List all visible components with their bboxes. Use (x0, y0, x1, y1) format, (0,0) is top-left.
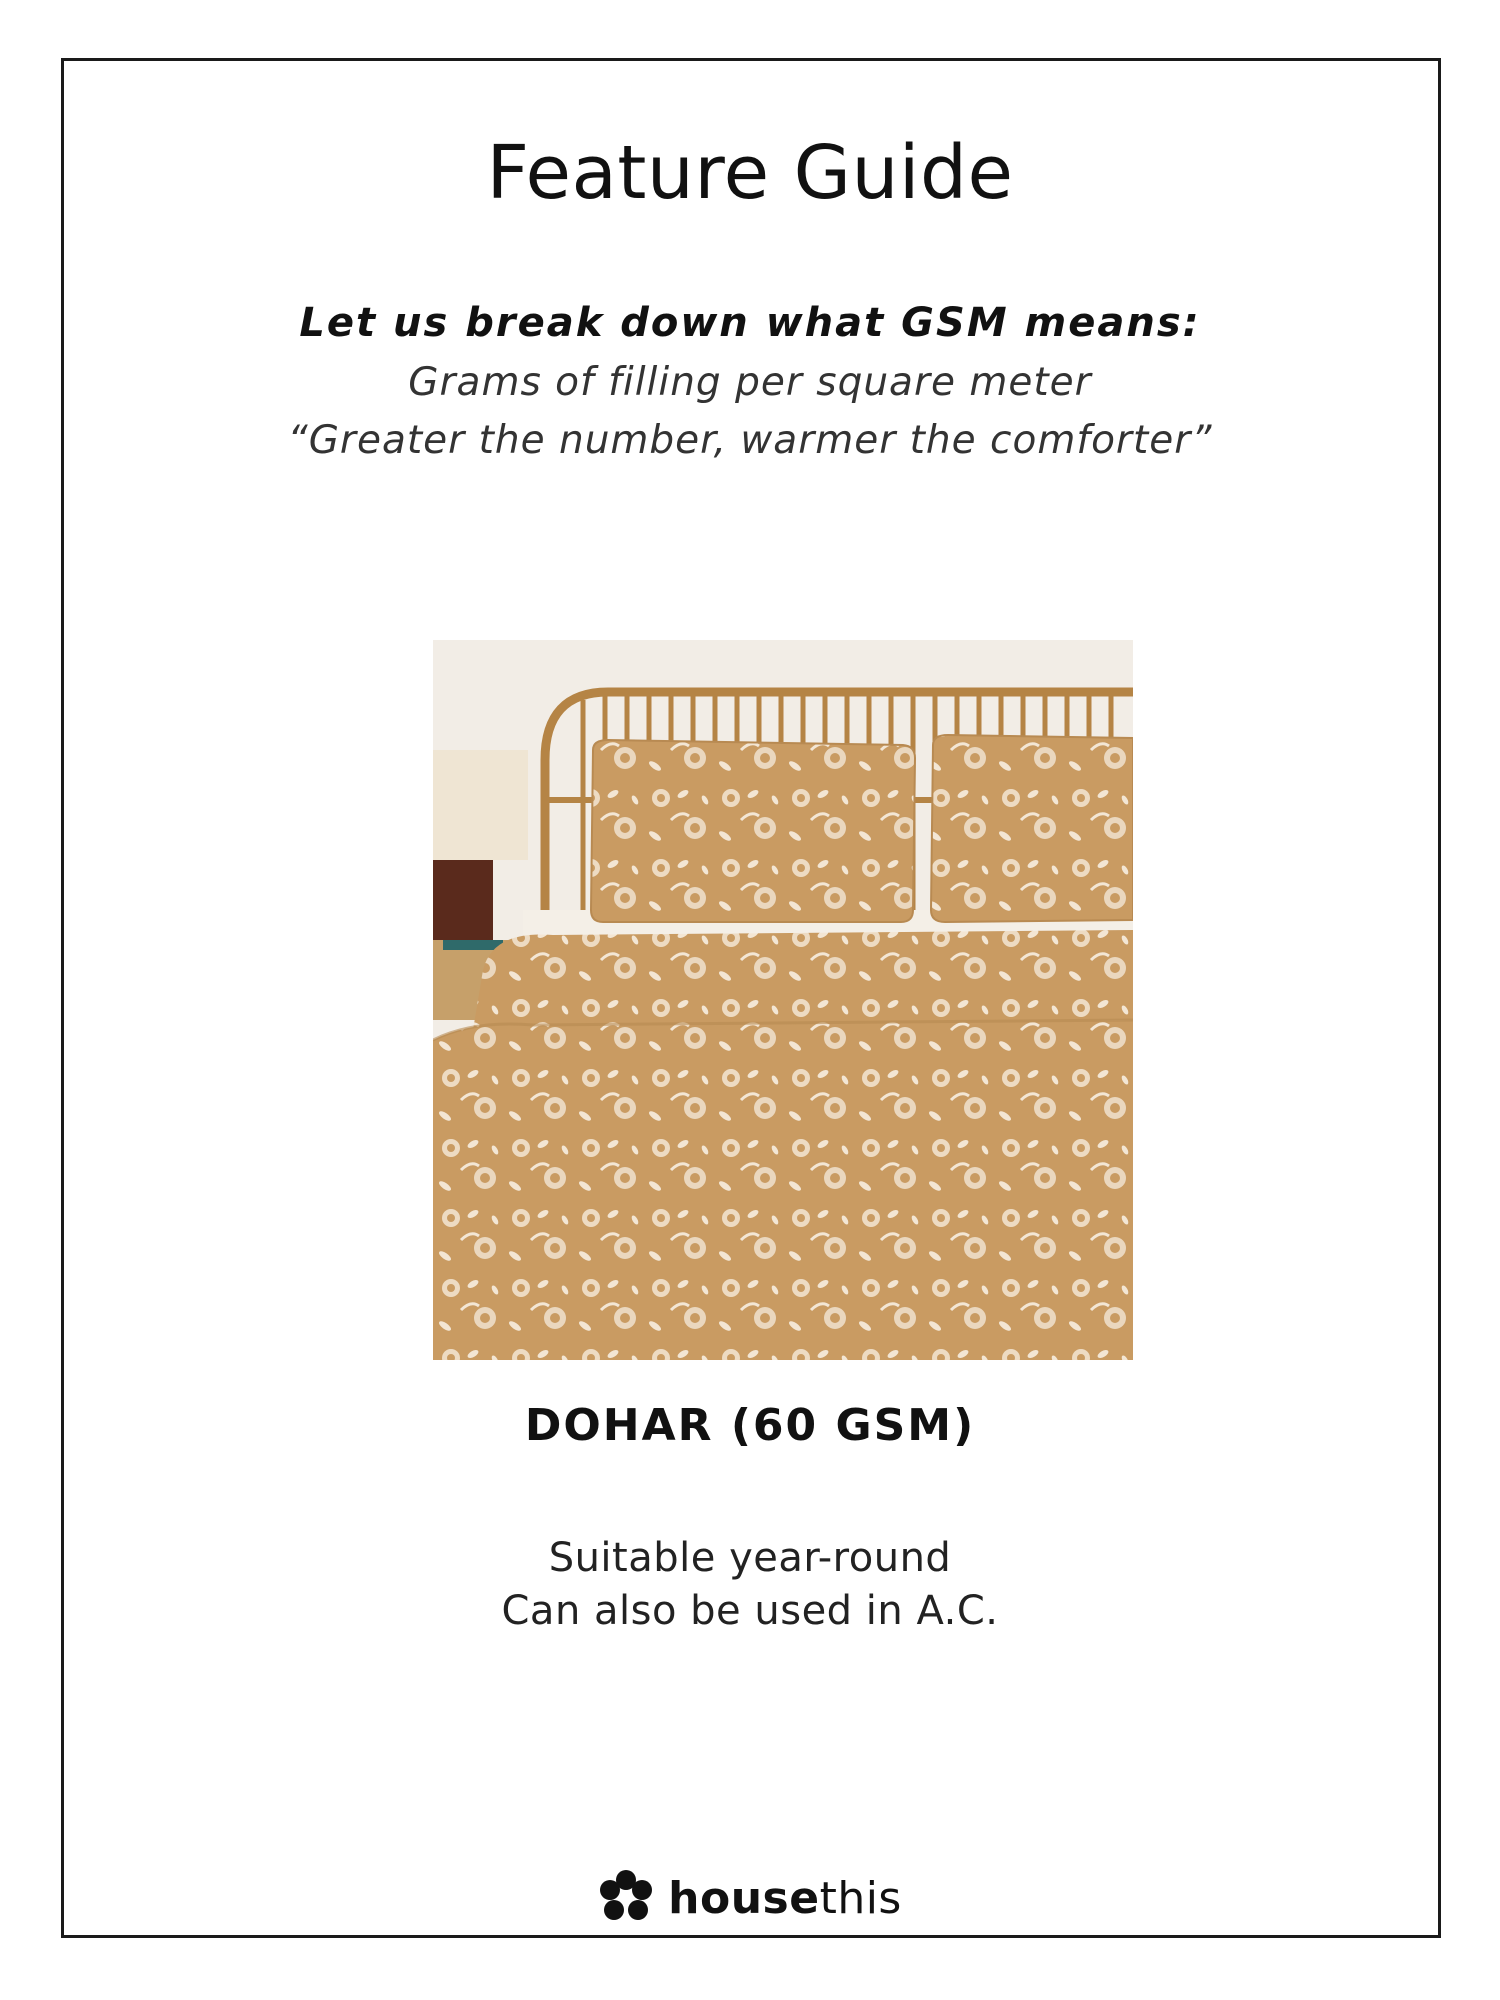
product-description-line2: Can also be used in A.C. (501, 1588, 999, 1634)
gsm-heading: Let us break down what GSM means: (299, 300, 1201, 346)
product-description-line1: Suitable year-round (548, 1535, 952, 1581)
brand-name-light: this (819, 1872, 902, 1924)
brand-name-bold: house (668, 1872, 820, 1924)
product-photo (433, 640, 1133, 1360)
product-name: DOHAR (60 GSM) (524, 1400, 976, 1451)
flower-logo-icon (598, 1868, 654, 1928)
brand-logo (0, 1868, 1500, 1928)
page-title: Feature Guide (486, 130, 1014, 216)
gsm-tagline: “Greater the number, warmer the comforter” (287, 418, 1213, 463)
gsm-definition: Grams of filling per square meter (408, 360, 1092, 405)
